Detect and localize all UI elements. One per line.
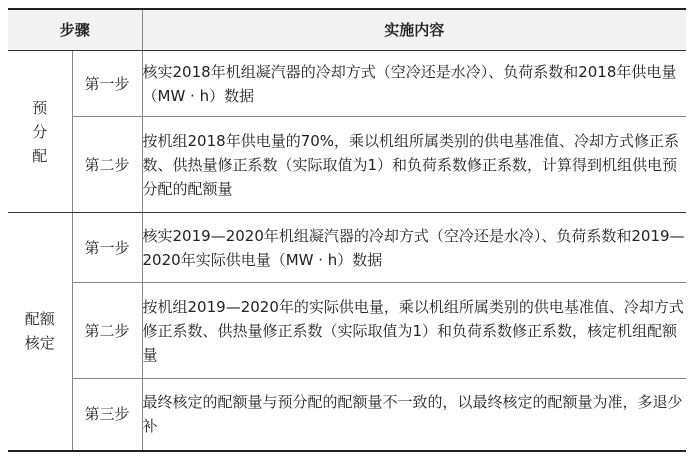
step-label: 第二步 bbox=[72, 283, 142, 379]
step-content: 核实2018年机组凝汽器的冷却方式（空冷还是水冷）、负荷系数和2018年供电量（MW · h）数据 bbox=[142, 51, 686, 117]
step-label: 第二步 bbox=[72, 117, 142, 213]
phase-label-line: 核定 bbox=[24, 334, 55, 353]
table-row bbox=[8, 283, 686, 379]
header-content: 实施内容 bbox=[142, 9, 686, 51]
step-label: 第三步 bbox=[72, 379, 142, 451]
step-label: 第一步 bbox=[72, 51, 142, 117]
step-content: 核实2019—2020年机组凝汽器的冷却方式（空冷还是水冷）、负荷系数和2019—2020年实际供电量（MW · h）数据 bbox=[142, 213, 686, 283]
phase-label-line: 配额 bbox=[24, 310, 55, 329]
phase-quota-verification bbox=[8, 213, 72, 451]
phase-label-line: 预 bbox=[32, 98, 48, 117]
phase-preallocation bbox=[8, 51, 72, 213]
table-row bbox=[8, 51, 686, 117]
table-header-row bbox=[8, 9, 686, 51]
step-content: 最终核定的配额量与预分配的配额量不一致的，以最终核定的配额量为准，多退少补 bbox=[142, 379, 686, 451]
table-row bbox=[8, 379, 686, 451]
header-step: 步骤 bbox=[8, 9, 142, 51]
step-content: 按机组2019—2020年的实际供电量，乘以机组所属类别的供电基准值、冷却方式修正系数、供热量修正系数（实际取值为1）和负荷系数修正系数，核定机组配额量 bbox=[142, 283, 686, 379]
step-content: 按机组2018年供电量的70%，乘以机组所属类别的供电基准值、冷却方式修正系数、供热量修正系数（实际取值为1）和负荷系数修正系数，计算得到机组供电预分配的配额量 bbox=[142, 117, 686, 213]
table-row bbox=[8, 117, 686, 213]
phase-label-line: 配 bbox=[32, 146, 48, 165]
table-row bbox=[8, 213, 686, 283]
allocation-steps-table bbox=[8, 8, 686, 452]
step-label: 第一步 bbox=[72, 213, 142, 283]
phase-label-line: 分 bbox=[32, 122, 48, 141]
